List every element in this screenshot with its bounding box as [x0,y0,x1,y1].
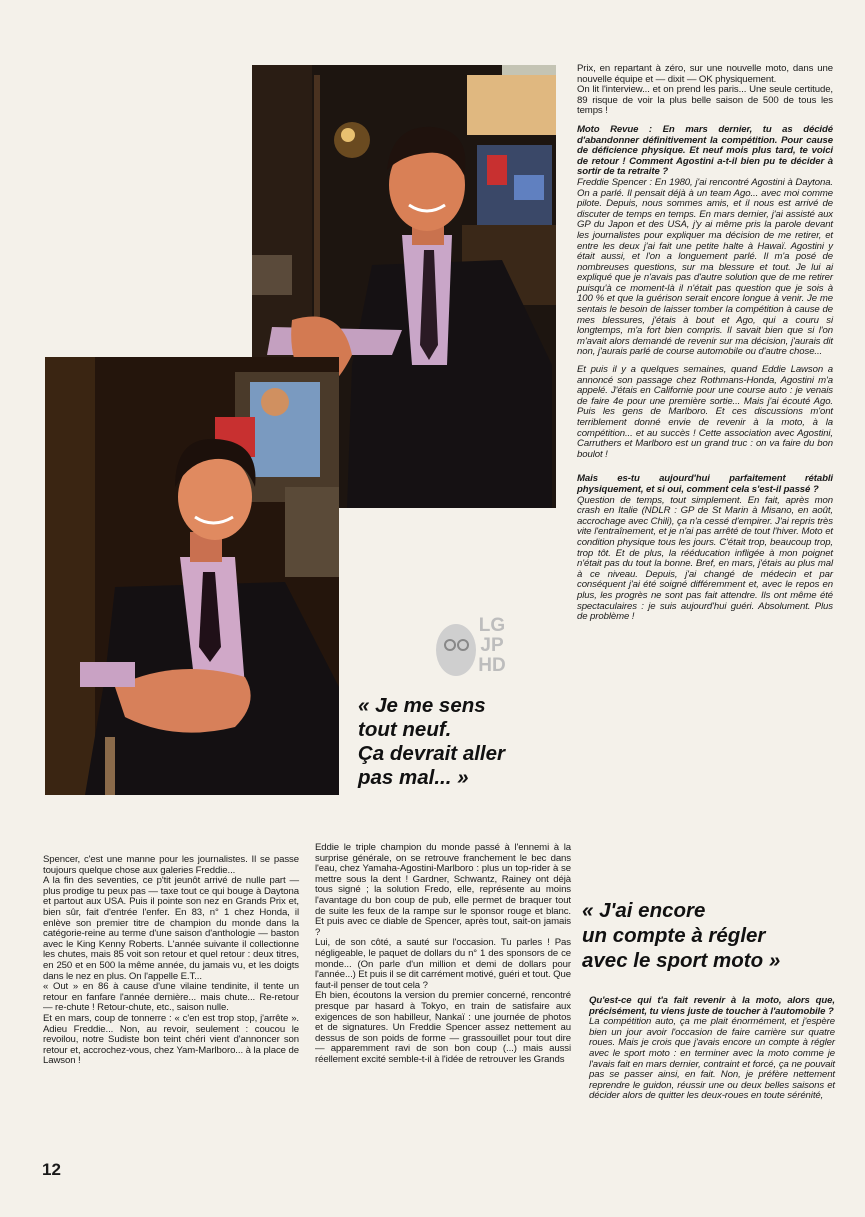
article-paragraph: « Out » en 86 à cause d'une vilaine tendinite, il tente un retour en fanfare l'année dernière... mais chute... Re-retour — re-chute ! Retour-chute, etc., saison nulle. [43,981,299,1014]
pull-quote-line: tout neuf. [358,718,452,741]
article-paragraph: Lui, de son côté, a sauté sur l'occasion. Tu parles ! Pas négligeable, le paquet de dollars du n° 1 des sponsors de ce monde... (On parle d'un million et demi de dollars pour l'année...) Et puis il se dit carrément motivé, guéri et tout. Que faut-il penser de tout cela ? [315,937,571,991]
pull-quote-line: un compte à régler [582,924,766,947]
interview-answer: Et puis il y a quelques semaines, quand Eddie Lawson a annoncé son passage chez Rothmans-Honda, Agostini m'a appelé. J'étais en Californie pour une course auto : je venais de faire 4e pour une première sortie... Mais j'ai écouté Ago. Puis les gens de Marlboro. Et ces discussions m'ont terriblement donné envie de revenir à la moto, à la compétition... et au succès ! Cette association avec Agostini, Carruthers et Marlboro est un grand truc : on va faire du bon boulot ! [577,364,833,460]
pull-quote-2 [582,898,780,973]
watermark-line: JP [480,635,504,656]
interview-answer: La compétition auto, ça me plait énormément, et j'espère bien un jour avoir l'occasion de faire carrière sur quatre roues. Mais je crois que j'avais encore un compte à régler avec le sport moto : en terminer avec la moto comme je l'avais fait en mars dernier, contraint et forcé, ça ne pouvait pas se passer ainsi, en fait. Non, je préfère nettement reprendre le guidon, réussir une ou deux belles saisons et décider alors de quitter les deux-roues en toute sérénité, [589,1016,835,1102]
watermark-line: LG [478,615,506,636]
watermark-line: HD [478,655,506,676]
pull-quote-line: Ça devrait aller [358,742,505,765]
interview-answer: Freddie Spencer : En 1980, j'ai rencontré Agostini à Daytona. On a parlé. Il pensait déjà à un team Ago... avec moi comme pilote. Depuis, nous sommes amis, et il nous est arrivé de discuter de temps en temps. En mars dernier, j'ai assisté aux GP du Japon et des USA, j'y ai même pris la parole devant les journalistes pour expliquer ma décision de me retirer, et entre les deux j'ai fait une petite halte à Hawaï. Agostini y était aussi, et l'on a longuement parlé. Il m'a posé de nombreuses questions, sur ma blessure et tout. Je lui ai expliqué que je n'avais pas d'autre solution que de me retirer puisqu'à ce moment-là il n'était pas question que je sois à 100 % et que la guérison serait encore longue à venir. Je me sentais le besoin de laisser tomber la compétition à cause de mes blessures, j'étais à bout et Ago, qui a couru si longtemps, m'a fort bien compris. Il savait bien que si l'on m'avait alors demandé de revenir sur ma décision, j'aurais dit non, j'aurais parlé de course automobile ou d'autre chose... [577,176,833,358]
article-paragraph: Et en mars, coup de tonnerre : « c'en est trop stop, j'arrête ». Adieu Freddie... Non, au revoir, seulement : coucou le revoilou, notre Sudiste bon teint chéri vient d'annoncer son retour et, accrochez-vous, chez Yam-Marlboro... à la place de Lawson ! [43,1012,299,1067]
pull-quote-1 [358,694,505,790]
pull-quote-line: pas mal... » [358,766,469,789]
article-column-left [43,855,299,1067]
interview-question: Moto Revue : En mars dernier, tu as décidé d'abandonner définitivement la compétition. Pour cause de déficience physique. Et neuf mois plus tard, te voici de retour ! Comment Agostini a-t-il bien pu te décider à sortir de ta retraite ? [577,123,833,178]
pull-quote-line: avec le sport moto » [582,949,781,972]
photo-spencer-seated [45,357,339,795]
article-paragraph: Eh bien, écoutons la version du premier concerné, rencontré presque par hasard à Tokyo, en train de satisfaire aux exigences de son habilleur, Nankaï : une journée de photos et de signatures. Un Freddie Spencer assez nettement au dessus de son poids de forme — grassouillet pour tout dire — apparemment ravi de son bon coup (...) mais aussi réellement excité semble-t-il à l'idée de retrouver les Grands [315,990,571,1065]
interview-column-right-bottom [589,996,835,1102]
interview-question: Mais es-tu aujourd'hui parfaitement rétabli physiquement, et si oui, comment cela s'est-il passé ? [577,473,833,495]
pull-quote-line: « Je me sens [358,694,486,717]
interview-answer: Question de temps, tout simplement. En fait, après mon crash en Italie (NDLR : GP de St Marin à Misano, en août, accrochage avec Chili), ça n'a cessé d'empirer. J'ai repris très vite l'entraînement, et je n'ai pas arrêté de tout l'hiver. Moto et condition physique tous les jours. C'était trop, beaucoup trop, trop tôt. Et de plus, la rééducation infligée à mon poignet n'était pas du tout la bonne. Bref, en mars, j'étais au plus mal à ce niveau. Depuis, j'ai changé de médecin et par conséquent j'ai été soigné différemment et, avec le repos en plus, les progrès ne sont pas fait attendre. Ils ont même été spectaculaires : je suis aujourd'hui guéri. Absolument. Plus de problème ! [577,494,833,623]
article-paragraph: A la fin des seventies, ce p'tit jeunôt arrivé de nulle part — plus prodige tu peux pas — taxe tout ce qui bouge à Daytona et partout aux USA. Puis il pointe son nez en Grands Prix et, bien sûr, fait d'entrée l'enfer. En 83, n° 1 chez Honda, il enlève son premier titre de champion du monde dans la catégorie-reine au terme d'une saison d'anthologie — baston avec le King Kenny Roberts. L'année suivante il collectionne les chutes, mais 85 voit son retour et quel retour : deux titres, en 250 et en 500 la même année, du jamais vu, et les doigts dans le nez en plus. On l'appelle E.T... [43,875,299,982]
article-column-middle [315,843,571,1065]
intro-paragraph: Prix, en repartant à zéro, sur une nouvelle moto, dans une nouvelle équipe et — dixit — OK physiquement. [577,63,833,85]
interview-question: Qu'est-ce qui t'a fait revenir à la moto, alors que, précisément, tu viens juste de toucher à l'automobile ? [589,995,835,1017]
pull-quote-line: « J'ai encore [582,899,706,922]
page-number: 12 [42,1160,61,1179]
article-paragraph: Spencer, c'est une manne pour les journalistes. Il se passe toujours quelque chose aux galeries Freddie... [43,854,299,876]
photo-spencer-seated-art [45,357,339,795]
article-paragraph: Eddie le triple champion du monde passé à l'ennemi à la surprise générale, on se retrouve franchement le bec dans l'eau, chez Yamaha-Agostini-Marlboro : plus un top-rider à se mettre sous la dent ! Gardner, Schwantz, Rainey ont déjà tous signé ; la solution Fredo, elle, représente au moins l'avantage du bon coup de pub, elle permet de braquer tout de suite les feux de la rampe sur le sponsor rouge et blanc. Et puis avec ce diable de Spencer, après tout, sait-on jamais ? [315,842,571,938]
interview-column-right [577,64,833,623]
watermark [428,612,518,692]
intro-paragraph: On lit l'interview... et on prend les paris... Une seule certitude, 89 risque de voir la plus belle saison de 500 de tous les temps ! [577,84,833,117]
